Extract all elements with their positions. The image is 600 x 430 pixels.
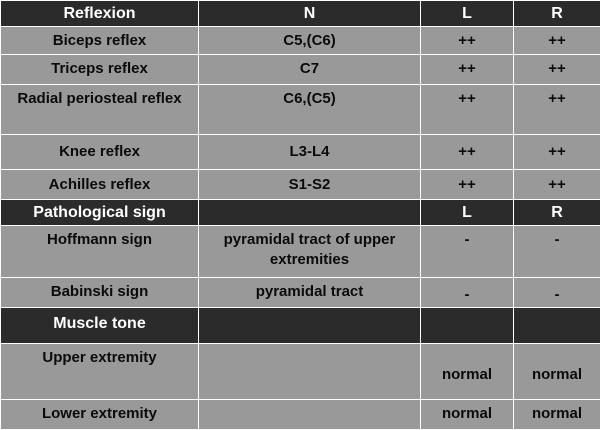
pathological-header-row (1, 200, 600, 226)
sign-tract: pyramidal tract of upper extremities (199, 226, 421, 278)
sign-left: - (421, 278, 514, 308)
reflex-name: Knee reflex (1, 135, 199, 170)
extremity-n (199, 400, 421, 430)
header-pathological-n (199, 200, 421, 226)
header-r: R (514, 1, 600, 27)
reflex-left: ++ (421, 170, 514, 200)
reflex-right: ++ (514, 85, 600, 135)
extremity-name: Upper extremity (1, 344, 199, 400)
table-header-row (1, 1, 600, 27)
sign-left: - (421, 226, 514, 278)
tone-left: normal (421, 344, 514, 400)
reflex-left: ++ (421, 55, 514, 85)
header-pathological-l: L (421, 200, 514, 226)
sign-right: - (514, 226, 600, 278)
reflex-segment: C7 (199, 55, 421, 85)
tone-right: normal (514, 344, 600, 400)
sign-name: Babinski sign (1, 278, 199, 308)
sign-tract: pyramidal tract (199, 278, 421, 308)
header-reflexion: Reflexion (1, 1, 199, 27)
table-row (1, 135, 600, 170)
header-n: N (199, 1, 421, 27)
muscle-tone-header-row (1, 308, 600, 344)
table-row (1, 55, 600, 85)
table-row (1, 400, 600, 430)
reflex-name: Triceps reflex (1, 55, 199, 85)
reflex-name: Radial periosteal reflex (1, 85, 199, 135)
header-tone-l (421, 308, 514, 344)
reflex-left: ++ (421, 135, 514, 170)
reflex-left: ++ (421, 27, 514, 55)
table-row (1, 170, 600, 200)
reflex-right: ++ (514, 55, 600, 85)
reflex-name: Achilles reflex (1, 170, 199, 200)
table-row (1, 278, 600, 308)
table-row (1, 85, 600, 135)
reflex-segment: S1-S2 (199, 170, 421, 200)
extremity-n (199, 344, 421, 400)
tone-left: normal (421, 400, 514, 430)
reflex-left: ++ (421, 85, 514, 135)
sign-right: - (514, 278, 600, 308)
header-tone-n (199, 308, 421, 344)
reflex-segment: C5,(C6) (199, 27, 421, 55)
reflex-right: ++ (514, 135, 600, 170)
reflex-right: ++ (514, 27, 600, 55)
reflex-segment: C6,(C5) (199, 85, 421, 135)
header-l: L (421, 1, 514, 27)
reflex-segment: L3-L4 (199, 135, 421, 170)
reflex-right: ++ (514, 170, 600, 200)
table-row (1, 27, 600, 55)
table-row (1, 226, 600, 278)
reflex-name: Biceps reflex (1, 27, 199, 55)
header-muscle-tone: Muscle tone (1, 308, 199, 344)
table-row (1, 344, 600, 400)
tone-right: normal (514, 400, 600, 430)
header-pathological-r: R (514, 200, 600, 226)
sign-name: Hoffmann sign (1, 226, 199, 278)
extremity-name: Lower extremity (1, 400, 199, 430)
header-tone-r (514, 308, 600, 344)
header-pathological-sign: Pathological sign (1, 200, 199, 226)
